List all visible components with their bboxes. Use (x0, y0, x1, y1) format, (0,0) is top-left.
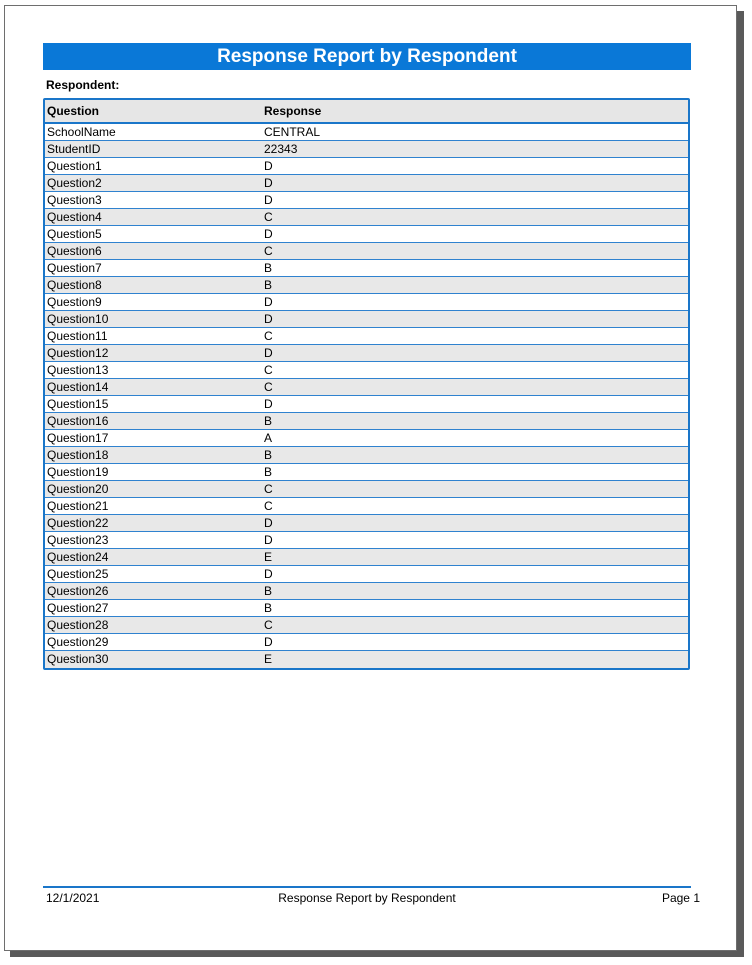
question-cell: Question16 (47, 414, 109, 428)
question-cell: Question9 (47, 295, 102, 309)
table-row (45, 328, 688, 345)
response-cell: 22343 (264, 142, 298, 156)
response-cell: C (264, 363, 273, 377)
table-row (45, 226, 688, 243)
question-cell: Question23 (47, 533, 109, 547)
table-row (45, 464, 688, 481)
table-row (45, 566, 688, 583)
response-cell: D (264, 533, 273, 547)
question-cell: Question26 (47, 584, 109, 598)
table-header (45, 100, 688, 124)
response-cell: C (264, 380, 273, 394)
table-row (45, 379, 688, 396)
table-row (45, 481, 688, 498)
response-cell: D (264, 346, 273, 360)
response-cell: CENTRAL (264, 125, 321, 139)
question-cell: Question21 (47, 499, 109, 513)
footer-date: 12/1/2021 (46, 891, 100, 905)
table-row (45, 277, 688, 294)
table-row (45, 447, 688, 464)
table-row (45, 430, 688, 447)
question-cell: SchoolName (47, 125, 116, 139)
table-row (45, 515, 688, 532)
response-cell: D (264, 567, 273, 581)
table-row (45, 345, 688, 362)
question-cell: Question15 (47, 397, 109, 411)
table-row (45, 158, 688, 175)
question-cell: Question22 (47, 516, 109, 530)
table-row (45, 311, 688, 328)
footer-title: Response Report by Respondent (278, 891, 456, 905)
table-row (45, 362, 688, 379)
question-cell: Question25 (47, 567, 109, 581)
question-cell: Question7 (47, 261, 102, 275)
table-row (45, 260, 688, 277)
table-row (45, 651, 688, 668)
table-row (45, 617, 688, 634)
response-cell: B (264, 601, 273, 615)
response-cell: D (264, 635, 273, 649)
table-body (45, 124, 688, 668)
column-header-question: Question (47, 104, 100, 118)
table-row (45, 209, 688, 226)
question-cell: Question4 (47, 210, 102, 224)
table-row (45, 124, 688, 141)
respondent-label: Respondent: (46, 78, 120, 92)
table-row (45, 600, 688, 617)
question-cell: Question8 (47, 278, 102, 292)
question-cell: Question29 (47, 635, 109, 649)
question-cell: Question20 (47, 482, 109, 496)
response-cell: B (264, 261, 273, 275)
response-table (43, 98, 690, 670)
response-cell: B (264, 584, 273, 598)
table-row (45, 243, 688, 260)
response-cell: C (264, 244, 273, 258)
response-cell: E (264, 550, 273, 564)
table-row (45, 294, 688, 311)
question-cell: Question5 (47, 227, 102, 241)
question-cell: Question18 (47, 448, 109, 462)
question-cell: Question12 (47, 346, 109, 360)
response-cell: D (264, 176, 273, 190)
question-cell: Question11 (47, 329, 108, 343)
question-cell: Question28 (47, 618, 109, 632)
response-cell: C (264, 210, 273, 224)
question-cell: Question27 (47, 601, 109, 615)
table-row (45, 192, 688, 209)
table-row (45, 141, 688, 158)
question-cell: Question30 (47, 652, 109, 666)
table-row (45, 532, 688, 549)
response-cell: A (264, 431, 273, 445)
response-cell: C (264, 499, 273, 513)
report-title: Response Report by Respondent (43, 43, 691, 70)
response-cell: C (264, 618, 273, 632)
footer-page-number: Page 1 (661, 891, 700, 905)
table-row (45, 634, 688, 651)
response-cell: D (264, 227, 273, 241)
table-row (45, 498, 688, 515)
question-cell: Question2 (47, 176, 102, 190)
response-cell: D (264, 516, 273, 530)
footer-divider (43, 886, 691, 888)
column-header-response: Response (264, 104, 322, 118)
question-cell: Question3 (47, 193, 102, 207)
question-cell: Question10 (47, 312, 109, 326)
response-cell: B (264, 465, 273, 479)
table-row (45, 413, 688, 430)
question-cell: Question6 (47, 244, 102, 258)
question-cell: Question24 (47, 550, 109, 564)
question-cell: StudentID (47, 142, 101, 156)
question-cell: Question19 (47, 465, 109, 479)
question-cell: Question14 (47, 380, 109, 394)
response-cell: D (264, 193, 273, 207)
question-cell: Question17 (47, 431, 109, 445)
response-cell: B (264, 414, 273, 428)
response-cell: B (264, 278, 273, 292)
response-cell: D (264, 295, 273, 309)
table-row (45, 175, 688, 192)
table-row (45, 549, 688, 566)
response-cell: D (264, 312, 273, 326)
table-row (45, 396, 688, 413)
response-cell: D (264, 159, 273, 173)
question-cell: Question1 (47, 159, 102, 173)
response-cell: C (264, 482, 273, 496)
response-cell: E (264, 652, 273, 666)
question-cell: Question13 (47, 363, 109, 377)
response-cell: C (264, 329, 273, 343)
response-cell: B (264, 448, 273, 462)
table-row (45, 583, 688, 600)
response-cell: D (264, 397, 273, 411)
